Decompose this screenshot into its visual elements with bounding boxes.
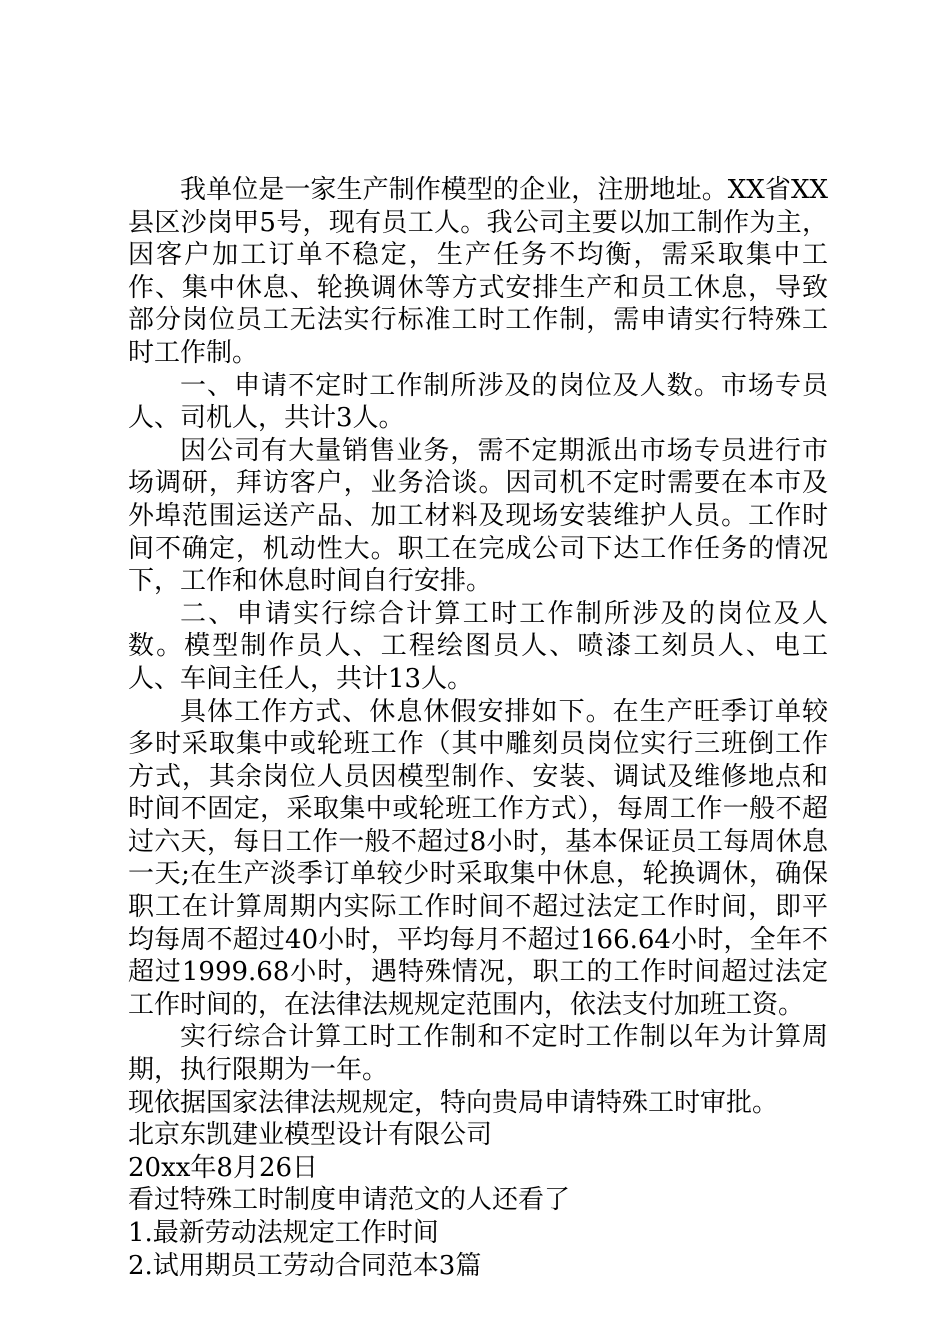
work-arrangement-paragraph: 具体工作方式、休息休假安排如下。在生产旺季订单较多时采取集中或轮班工作（其中雕刻员岗位实行三班倒工作方式，其余岗位人员因模型制作、安装、调试及维修地点和时间不固定，采取集中或轮班工作方式），每周工作一般不超过六天，每日工作一般不超过8小时，基本保证员工每周休息一天;在生产淡季订单较少时采取集中休息，轮换调休，确保职工在计算周期内实际工作时间不超过法定工作时间，即平均每周不超过40小时，平均每月不超过166.64小时，全年不超过1999.68小时，遇特殊情况，职工的工作时间超过法定工作时间的，在法律法规规定范围内，依法支付加班工资。 — [128, 696, 828, 1020]
closing-line: 现依据国家法律法规规定，特向贵局申请特殊工时审批。 — [128, 1087, 779, 1118]
document-body — [128, 174, 828, 1282]
period-paragraph: 实行综合计算工时工作制和不定时工作制以年为计算周期，执行限期为一年。 — [128, 1022, 828, 1086]
intro-paragraph: 我单位是一家生产制作模型的企业，注册地址。XX省XX县区沙岗甲5号，现有员工人。我公司主要以加工制作为主，因客户加工订单不稳定，生产任务不均衡，需采取集中工作、集中休息、轮换调休等方式安排生产和员工休息，导致部分岗位员工无法实行标准工时工作制，需申请实行特殊工时工作制。 — [128, 175, 828, 368]
section-one-heading-paragraph: 一、申请不定时工作制所涉及的岗位及人数。市场专员人、司机人，共计3人。 — [128, 370, 828, 434]
related-link-1[interactable]: 1.最新劳动法规定工作时间 — [128, 1218, 439, 1248]
related-link-2[interactable]: 2.试用期员工劳动合同范本3篇 — [128, 1250, 482, 1281]
company-name: 北京东凯建业模型设计有限公司 — [128, 1120, 493, 1151]
section-two-heading-paragraph: 二、申请实行综合计算工时工作制所涉及的岗位及人数。模型制作员人、工程绘图员人、喷漆工刻员人、电工人、车间主任人，共计13人。 — [128, 598, 828, 694]
related-heading: 看过特殊工时制度申请范文的人还看了 — [128, 1185, 571, 1216]
document-date: 20xx年8月26日 — [128, 1152, 319, 1183]
section-one-detail-paragraph: 因公司有大量销售业务，需不定期派出市场专员进行市场调研，拜访客户，业务洽谈。因司机不定时需要在本市及外埠范围运送产品、加工材料及现场安装维护人员。工作时间不确定，机动性大。职工在完成公司下达工作任务的情况下，工作和休息时间自行安排。 — [128, 435, 828, 597]
